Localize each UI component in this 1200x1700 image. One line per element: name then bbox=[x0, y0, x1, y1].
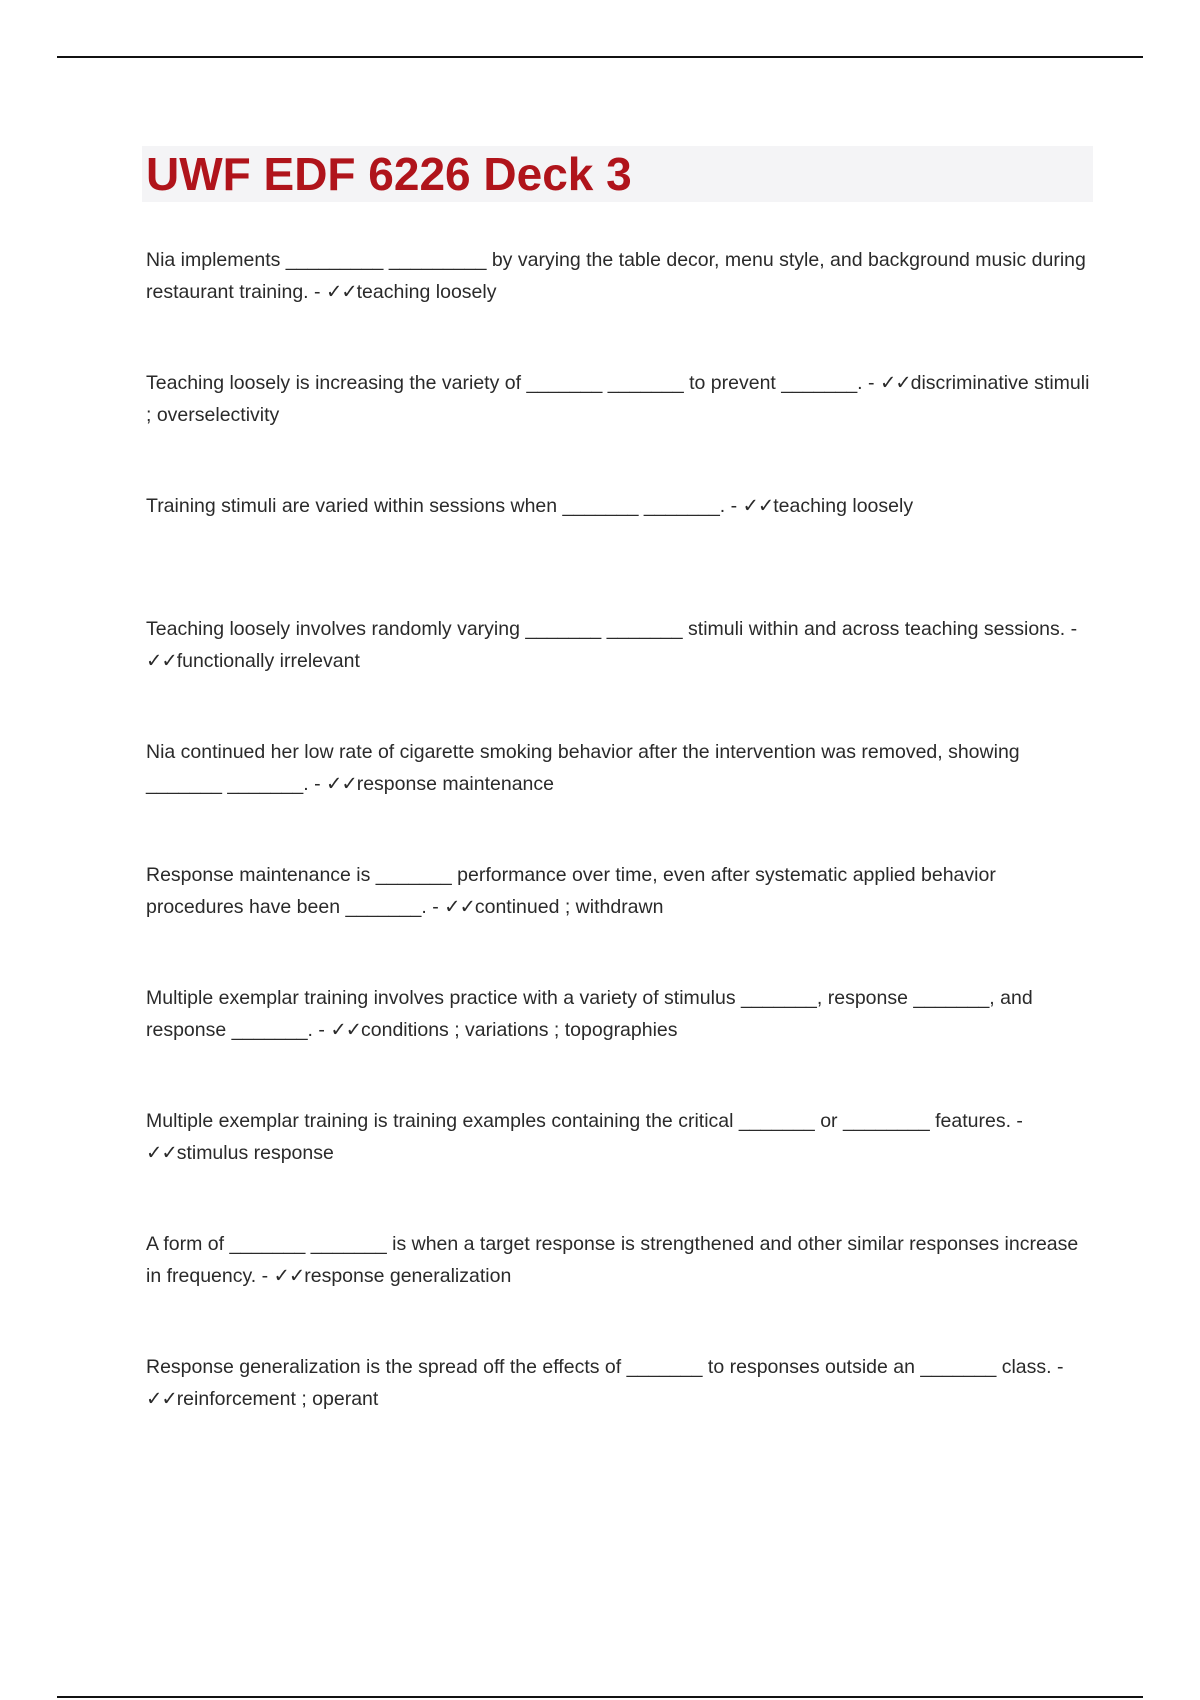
check-mark-icon: ✓✓ bbox=[879, 372, 911, 394]
flashcard bbox=[146, 982, 1096, 1105]
card-separator: - bbox=[426, 896, 445, 918]
card-answer: conditions ; variations ; topographies bbox=[361, 1019, 678, 1041]
card-separator: - bbox=[1051, 1356, 1064, 1378]
card-question: Response maintenance is _______ performance over time, even after systematic applied behavior procedures have been _______. bbox=[146, 864, 996, 918]
check-mark-icon: ✓✓ bbox=[146, 1388, 177, 1410]
card-separator: - bbox=[308, 281, 326, 303]
bottom-rule bbox=[57, 1696, 1143, 1698]
card-answer: response maintenance bbox=[356, 773, 554, 795]
top-rule bbox=[57, 56, 1143, 58]
card-question: Nia continued her low rate of cigarette smoking behavior after the intervention was removed, showing _______ _______. bbox=[146, 741, 1020, 795]
check-mark-icon: ✓✓ bbox=[273, 1265, 305, 1287]
card-separator: - bbox=[1011, 1110, 1023, 1132]
flashcard bbox=[146, 613, 1096, 736]
card-separator: - bbox=[1065, 618, 1078, 640]
flashcard bbox=[146, 1228, 1096, 1351]
card-separator: - bbox=[862, 372, 880, 394]
card-answer: stimulus response bbox=[176, 1142, 334, 1164]
card-question: Training stimuli are varied within sessions when _______ _______. bbox=[146, 495, 726, 517]
check-mark-icon: ✓✓ bbox=[146, 650, 177, 672]
flashcard bbox=[146, 1351, 1096, 1474]
flashcard bbox=[146, 367, 1096, 490]
card-answer: teaching loosely bbox=[356, 281, 497, 303]
check-mark-icon: ✓✓ bbox=[146, 1142, 177, 1164]
card-answer: discriminative stimuli ; overselectivity bbox=[146, 372, 1090, 426]
card-separator: - bbox=[312, 1019, 331, 1041]
check-mark-icon: ✓✓ bbox=[742, 495, 774, 517]
flashcard bbox=[146, 490, 1096, 613]
card-separator: - bbox=[308, 773, 327, 795]
check-mark-icon: ✓✓ bbox=[325, 281, 357, 303]
flashcard-list bbox=[146, 244, 1096, 1474]
card-question: Multiple exemplar training is training examples containing the critical _______ or ________ features. bbox=[146, 1110, 1012, 1132]
check-mark-icon: ✓✓ bbox=[326, 773, 357, 795]
card-answer: functionally irrelevant bbox=[176, 650, 360, 672]
document-title: UWF EDF 6226 Deck 3 bbox=[146, 148, 632, 200]
card-answer: reinforcement ; operant bbox=[176, 1388, 379, 1410]
card-question: Teaching loosely is increasing the variety of _______ _______ to prevent _______. bbox=[146, 372, 863, 394]
flashcard bbox=[146, 1105, 1096, 1228]
flashcard bbox=[146, 736, 1096, 859]
card-question: Response generalization is the spread off the effects of _______ to responses outside an _______ class. bbox=[146, 1356, 1052, 1378]
card-question: Teaching loosely involves randomly varying _______ _______ stimuli within and across teaching sessions. bbox=[146, 618, 1066, 640]
card-separator: - bbox=[256, 1265, 274, 1287]
card-question: Multiple exemplar training involves practice with a variety of stimulus _______, response _______, and response _______. bbox=[146, 987, 1033, 1041]
card-answer: response generalization bbox=[304, 1265, 512, 1287]
check-mark-icon: ✓✓ bbox=[330, 1019, 361, 1041]
flashcard bbox=[146, 244, 1096, 367]
card-separator: - bbox=[725, 495, 743, 517]
check-mark-icon: ✓✓ bbox=[444, 896, 475, 918]
card-question: Nia implements _________ _________ by varying the table decor, menu style, and background music during restaurant training. bbox=[146, 249, 1086, 303]
flashcard bbox=[146, 859, 1096, 982]
card-answer: teaching loosely bbox=[773, 495, 914, 517]
card-question: A form of _______ _______ is when a target response is strengthened and other similar responses increase in frequency. bbox=[146, 1233, 1079, 1287]
card-answer: continued ; withdrawn bbox=[474, 896, 664, 918]
